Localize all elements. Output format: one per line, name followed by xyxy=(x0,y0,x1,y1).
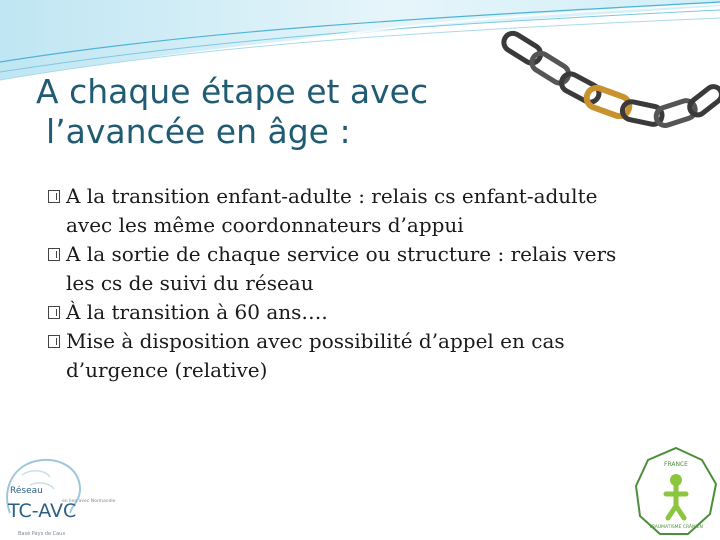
bullet-box-icon xyxy=(48,306,60,319)
logo-right-bottom-text: TRAUMATISME CRÂNIEN xyxy=(649,525,703,530)
bullet-text-line: A la transition enfant-adulte : relais cs enfant-adulte xyxy=(66,184,598,208)
bullet-box-icon xyxy=(48,335,60,348)
bullet-item xyxy=(46,298,686,327)
bullet-text-line: d’urgence (relative) xyxy=(66,358,268,382)
bullet-text-line: les cs de suivi du réseau xyxy=(66,271,314,295)
slide-title-line-1: A chaque étape et avec xyxy=(36,72,429,111)
logo-name-top: Réseau xyxy=(10,486,43,496)
bullet-text-line: Mise à disposition avec possibilité d’appel en cas xyxy=(66,329,565,353)
bullet-text-line: avec les même coordonnateurs d’appui xyxy=(66,213,464,237)
bullet-box-icon xyxy=(48,248,60,261)
bullet-text-line: À la transition à 60 ans…. xyxy=(66,300,328,324)
logo-tagline: en lien avec Normandie xyxy=(62,499,116,504)
bullet-box-icon xyxy=(48,190,60,203)
bullet-item xyxy=(46,182,686,240)
bullet-item xyxy=(46,327,686,385)
logo-right-top-text: FRANCE xyxy=(664,461,688,468)
france-traumatisme-cranien-logo xyxy=(632,444,720,540)
reseau-tc-avc-logo xyxy=(0,455,116,540)
slide-title-line-2: l’avancée en âge : xyxy=(46,112,351,151)
slide-title xyxy=(36,72,496,152)
bullet-list xyxy=(46,182,686,385)
bullet-item xyxy=(46,240,686,298)
logo-name-main: TC-AVC xyxy=(8,500,77,522)
logo-footer: Basé Pays de Caux xyxy=(18,531,66,537)
chain-image xyxy=(490,28,715,168)
bullet-text-line: A la sortie de chaque service ou structure : relais vers xyxy=(66,242,617,266)
